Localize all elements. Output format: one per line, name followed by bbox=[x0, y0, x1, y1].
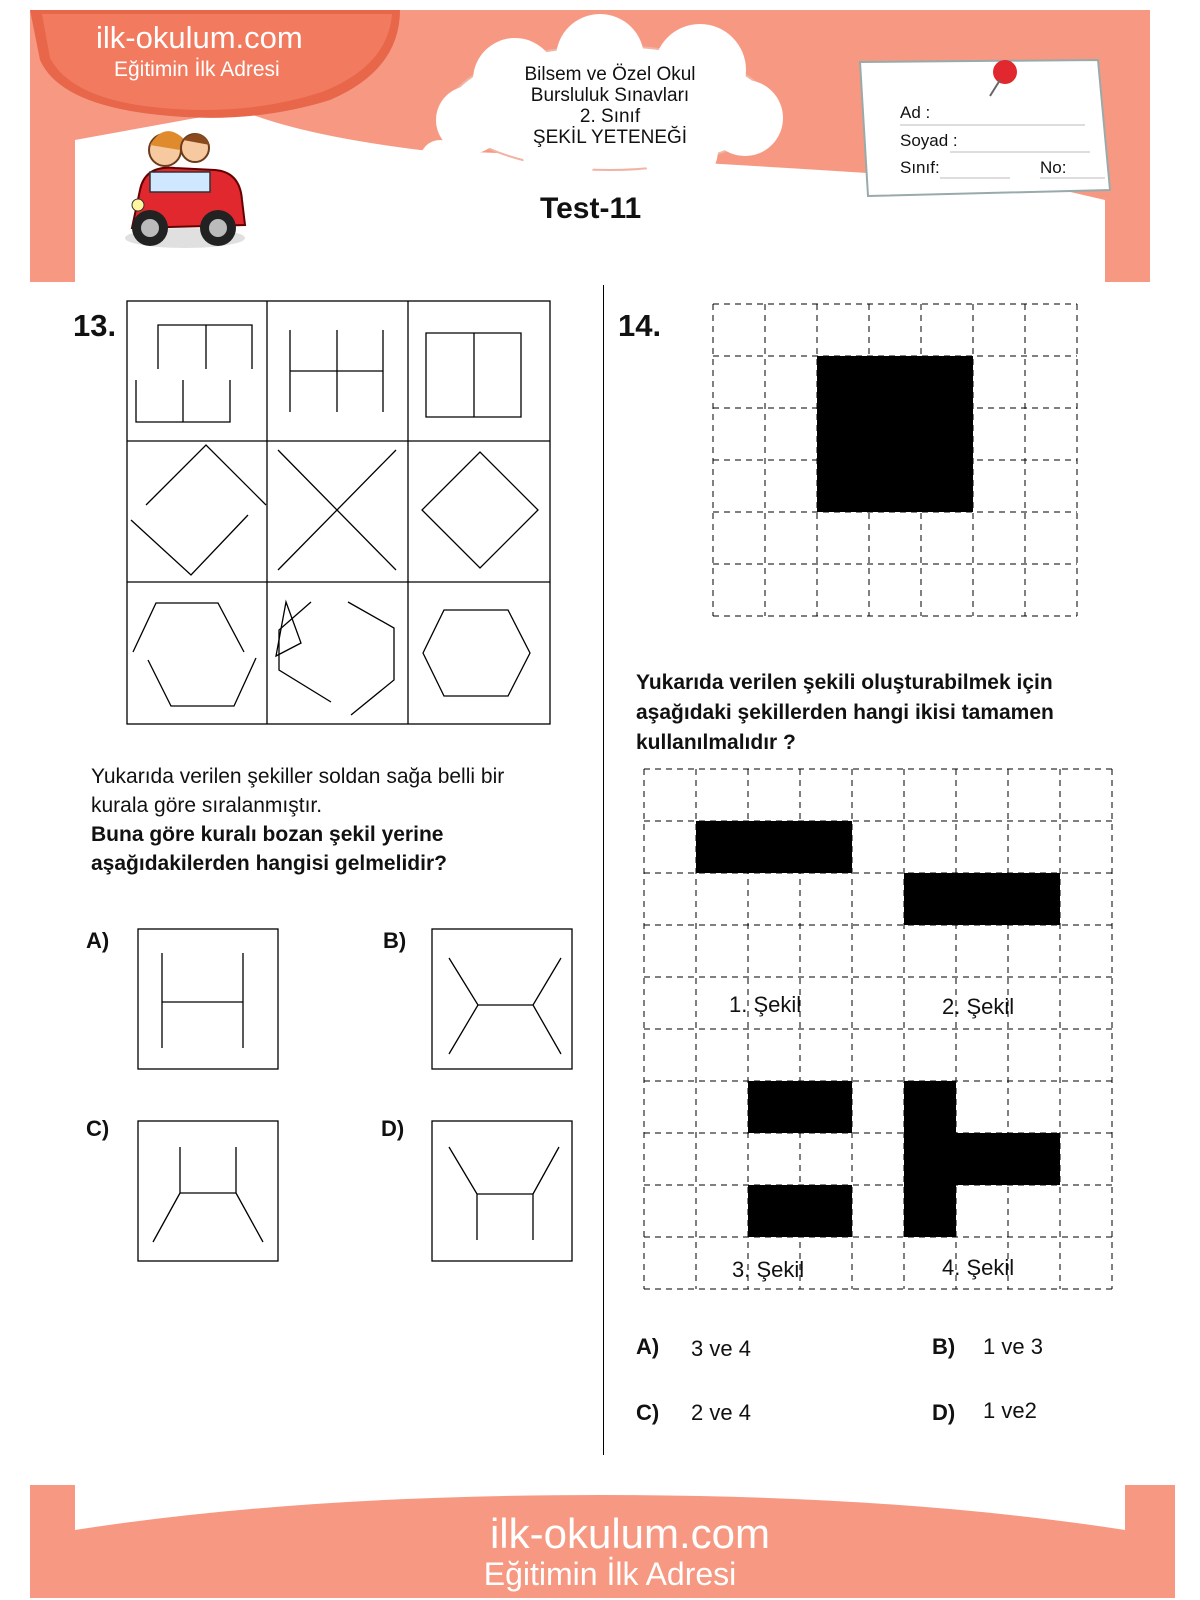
footer-title[interactable]: ilk-okulum.com bbox=[489, 1510, 771, 1557]
cloud-line-1: Bilsem ve Özel Okul bbox=[524, 64, 696, 85]
q14-option-a-text[interactable]: 3 ve 4 bbox=[691, 1336, 751, 1361]
q13-figure-grid bbox=[126, 300, 551, 725]
h-open-branches-icon[interactable] bbox=[431, 928, 573, 1070]
q14-option-c-text[interactable]: 2 ve 4 bbox=[691, 1400, 751, 1425]
shape-label-1: 1. Şekil bbox=[729, 992, 802, 1017]
q13-text-line-2: kurala göre sıralanmıştır. bbox=[91, 794, 323, 817]
q13-text-line-1: Yukarıda verilen şekiller soldan sağa belli bir bbox=[91, 765, 505, 788]
q14-pieces-figure bbox=[642, 767, 1122, 1299]
q14-number: 14. bbox=[618, 308, 662, 343]
logo-title[interactable]: ilk-okulum.com bbox=[96, 20, 303, 55]
cloud-line-3: 2. Sınıf bbox=[579, 106, 641, 127]
cloud-text bbox=[480, 64, 740, 148]
q13-number: 13. bbox=[73, 308, 117, 343]
test-title: Test-11 bbox=[540, 192, 642, 225]
shape-label-3: 3. Şekil bbox=[732, 1257, 805, 1282]
q13-question-line-1: Buna göre kuralı bozan şekil yerine bbox=[91, 823, 444, 846]
cloud-line-2: Bursluluk Sınavları bbox=[530, 85, 690, 106]
piece-4-arm bbox=[956, 1133, 1060, 1185]
target-square bbox=[817, 356, 973, 512]
q14-question-line-1: Yukarıda verilen şekili oluşturabilmek için bbox=[636, 671, 1053, 694]
q14-option-a-label[interactable]: A) bbox=[636, 1334, 660, 1359]
piece-2 bbox=[904, 873, 1060, 925]
q14-question bbox=[636, 668, 1156, 758]
piece-3-bottom bbox=[748, 1185, 852, 1237]
q13-text bbox=[91, 762, 581, 878]
logo-subtitle: Eğitimin İlk Adresi bbox=[114, 58, 280, 81]
h-shape-icon[interactable] bbox=[137, 928, 279, 1070]
q13-question-line-2: aşağıdakilerden hangisi gelmelidir? bbox=[91, 852, 447, 875]
shape-label-4: 4. Şekil bbox=[942, 1255, 1015, 1280]
cloud-line-4: ŞEKİL YETENEĞİ bbox=[532, 127, 688, 148]
q14-target-figure bbox=[711, 302, 1083, 624]
form-card bbox=[860, 60, 1110, 196]
form-surname-label: Soyad : bbox=[900, 131, 958, 150]
q14-question-line-2: aşağıdaki şekillerden hangi ikisi tamamen bbox=[636, 701, 1054, 724]
footer-subtitle: Eğitimin İlk Adresi bbox=[483, 1556, 737, 1592]
column-divider bbox=[603, 285, 604, 1455]
piece-3-top bbox=[748, 1081, 852, 1133]
q13-option-b-label[interactable]: B) bbox=[383, 928, 407, 953]
q14-option-c-label[interactable]: C) bbox=[636, 1400, 660, 1425]
shape-label-2: 2. Şekil bbox=[942, 994, 1015, 1019]
form-class-label: Sınıf: bbox=[900, 158, 940, 177]
q13-option-d-label[interactable]: D) bbox=[381, 1116, 405, 1141]
piece-1 bbox=[696, 821, 852, 873]
q13-option-c-label[interactable]: C) bbox=[86, 1116, 110, 1141]
form-no-label: No: bbox=[1040, 158, 1067, 177]
car-cartoon-icon bbox=[125, 131, 245, 248]
q14-question-line-3: kullanılmalıdır ? bbox=[636, 731, 796, 754]
q14-option-d-label[interactable]: D) bbox=[932, 1400, 956, 1425]
q14-option-b-text[interactable]: 1 ve 3 bbox=[983, 1334, 1043, 1359]
q13-option-a-label[interactable]: A) bbox=[86, 928, 110, 953]
h-legs-out-icon[interactable] bbox=[137, 1120, 279, 1262]
h-arms-out-icon[interactable] bbox=[431, 1120, 573, 1262]
q14-option-b-label[interactable]: B) bbox=[932, 1334, 956, 1359]
form-name-label: Ad : bbox=[900, 103, 931, 122]
piece-4-vertical bbox=[904, 1081, 956, 1237]
q14-option-d-text[interactable]: 1 ve2 bbox=[983, 1398, 1037, 1423]
